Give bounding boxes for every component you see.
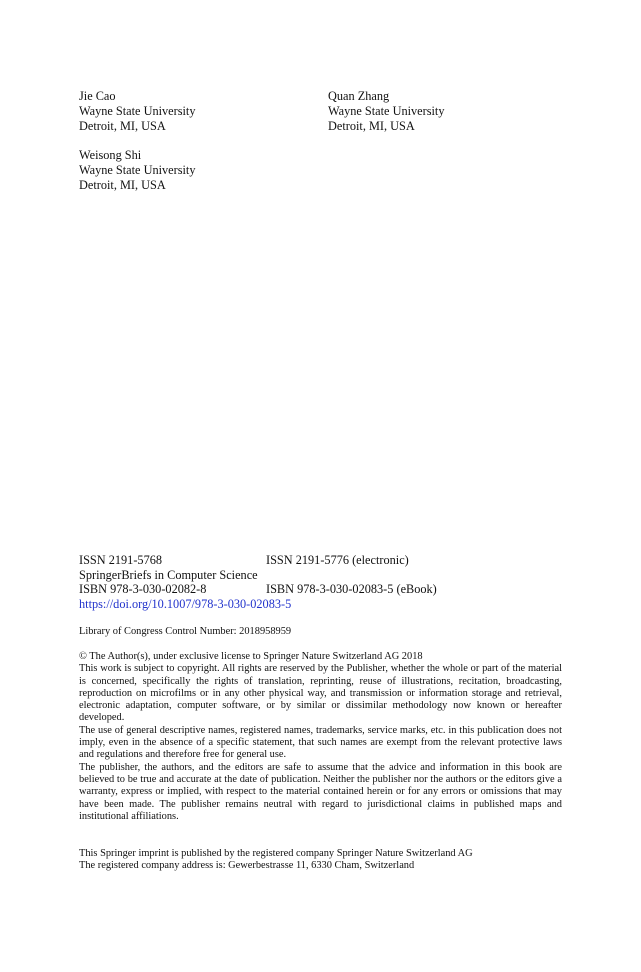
author-location: Detroit, MI, USA xyxy=(79,119,166,133)
author-affiliation: Wayne State University xyxy=(328,104,445,118)
isbn-print: ISBN 978-3-030-02082-8 xyxy=(79,582,207,596)
rights-paragraph: This work is subject to copyright. All rights are reserved by the Publisher, whether the whole or part of the material is concerned, specifically the rights of translation, reprinting, reuse of illustrations, recitation, broadcasting, reproduction on microfilms or in any other physical way, and transmission or information storage and retrieval, electronic adaptation, computer software, or by similar or dissimilar methodology now known or hereafter developed. xyxy=(79,663,562,724)
doi-link[interactable]: https://doi.org/10.1007/978-3-030-02083-5 xyxy=(79,596,292,611)
issn-row xyxy=(79,553,579,568)
issn-print: ISSN 2191-5768 xyxy=(79,553,163,567)
author-name: Weisong Shi xyxy=(79,148,142,162)
disclaimer-paragraph: The publisher, the authors, and the editors are safe to assume that the advice and information in this book are believed to be true and accurate at the date of publication. Neither the publisher nor the authors or the editors give a warranty, express or implied, with respect to the material contained herein or for any errors or omissions that may have been made. The publisher remains neutral with regard to jurisdictional claims in published maps and institutional affiliations. xyxy=(79,761,562,822)
author-block-weisong-shi xyxy=(79,148,195,193)
author-location: Detroit, MI, USA xyxy=(79,178,166,192)
imprint-publisher: This Springer imprint is published by the registered company Springer Nature Switzerland AG xyxy=(79,848,473,859)
legal-notice xyxy=(79,651,562,823)
issn-electronic: ISSN 2191-5776 (electronic) xyxy=(266,553,409,567)
imprint-address: The registered company address is: Gewerbestrasse 11, 6330 Cham, Switzerland xyxy=(79,860,415,872)
author-location: Detroit, MI, USA xyxy=(328,119,415,133)
author-name: Quan Zhang xyxy=(328,89,390,103)
author-affiliation: Wayne State University xyxy=(79,104,196,118)
series-name-row xyxy=(79,568,579,583)
trademark-paragraph: The use of general descriptive names, registered names, trademarks, service marks, etc. in this publication does not imply, even in the absence of a specific statement, that such names are exempt from the relevant protective laws and regulations and therefore free for general use. xyxy=(79,724,562,761)
author-block-quan-zhang xyxy=(328,89,444,134)
imprint-info xyxy=(79,848,473,873)
series-name: SpringerBriefs in Computer Science xyxy=(79,567,258,582)
isbn-ebook: ISBN 978-3-030-02083-5 (eBook) xyxy=(266,582,437,596)
series-info xyxy=(79,553,579,611)
author-name: Jie Cao xyxy=(79,89,116,103)
author-block-jie-cao xyxy=(79,89,195,134)
library-of-congress: Library of Congress Control Number: 2018958959 xyxy=(79,626,292,637)
isbn-row xyxy=(79,582,579,597)
author-affiliation: Wayne State University xyxy=(79,163,196,177)
copyright-line: © The Author(s), under exclusive license to Springer Nature Switzerland AG 2018 xyxy=(79,651,423,662)
doi-row xyxy=(79,597,579,612)
